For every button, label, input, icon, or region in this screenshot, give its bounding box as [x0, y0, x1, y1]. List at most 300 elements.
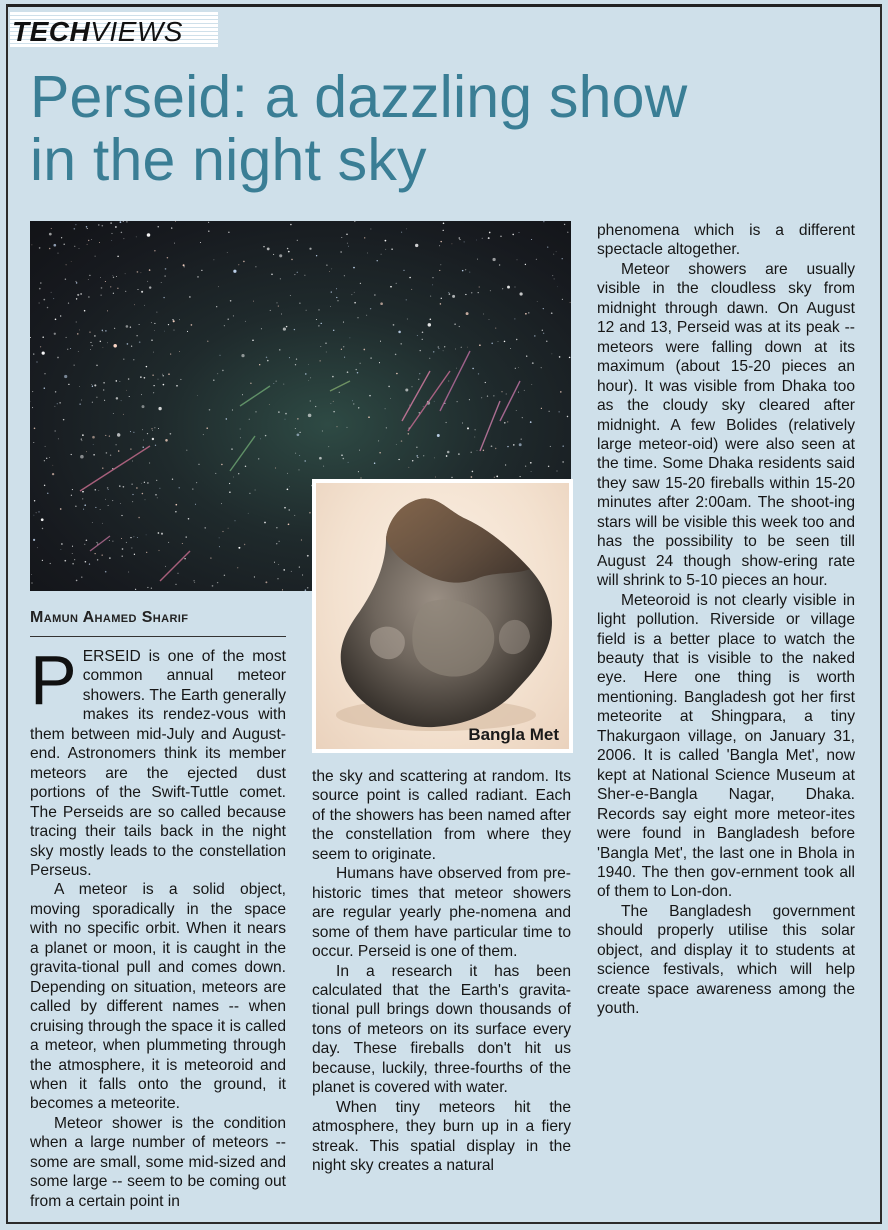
star	[97, 542, 98, 543]
star	[116, 397, 118, 399]
star	[161, 282, 162, 283]
star	[495, 328, 496, 329]
star	[124, 238, 125, 239]
meteorite-image	[316, 483, 569, 749]
star	[125, 291, 126, 292]
star	[113, 277, 114, 278]
star	[158, 407, 161, 410]
star	[173, 320, 175, 322]
star	[142, 429, 143, 430]
star	[40, 282, 42, 284]
star	[276, 381, 277, 382]
star	[71, 454, 72, 455]
star	[33, 442, 34, 443]
star	[105, 499, 106, 500]
star	[400, 343, 401, 344]
star	[162, 374, 163, 375]
star	[175, 504, 177, 506]
star	[61, 549, 62, 550]
star	[287, 488, 289, 490]
star	[91, 239, 92, 240]
meteor-streak	[230, 436, 255, 471]
star	[461, 347, 462, 348]
star	[343, 322, 344, 323]
star	[134, 554, 135, 555]
star	[196, 482, 197, 483]
star	[71, 495, 72, 496]
star	[120, 503, 121, 504]
star	[45, 446, 46, 447]
star	[100, 509, 101, 510]
star	[241, 354, 244, 357]
paragraph: Humans have observed from pre-historic times that meteor showers are regular yearly phe-nomena and some of them have particular time to occur. Perseid is one of them.	[312, 865, 571, 961]
meteor-streak	[480, 401, 500, 451]
star	[68, 303, 69, 304]
star	[353, 403, 354, 404]
star	[92, 522, 93, 523]
star	[378, 440, 379, 441]
star	[437, 434, 440, 437]
star	[138, 517, 140, 519]
star	[92, 436, 95, 439]
star	[123, 359, 124, 360]
star	[489, 319, 490, 320]
star	[433, 351, 434, 352]
star	[121, 232, 123, 234]
star	[557, 471, 558, 472]
star	[494, 477, 495, 478]
star	[151, 428, 152, 429]
star	[186, 536, 187, 537]
star	[130, 326, 131, 327]
star	[164, 275, 165, 276]
star	[84, 504, 86, 506]
star	[269, 404, 270, 405]
star	[117, 288, 118, 289]
star	[108, 489, 109, 490]
star	[80, 293, 81, 294]
star	[95, 553, 96, 554]
star	[519, 443, 522, 446]
star	[66, 337, 67, 338]
star	[305, 373, 306, 374]
star	[543, 333, 544, 334]
star	[525, 313, 527, 315]
photo-caption: Bangla Met	[468, 725, 559, 744]
star	[295, 428, 296, 429]
meteor-streak	[402, 371, 430, 421]
star	[142, 493, 144, 495]
star	[525, 466, 526, 467]
star	[510, 348, 511, 349]
star	[386, 427, 387, 428]
star	[39, 288, 41, 290]
star	[213, 379, 214, 380]
star	[57, 403, 58, 404]
star	[117, 433, 120, 436]
star	[432, 277, 433, 278]
star	[385, 240, 387, 242]
star	[309, 512, 311, 514]
star	[72, 489, 73, 490]
star	[323, 466, 324, 467]
star	[68, 384, 69, 385]
star	[333, 411, 335, 413]
star	[297, 272, 298, 273]
star	[569, 357, 571, 359]
star	[396, 444, 397, 445]
star	[531, 239, 532, 240]
star	[457, 401, 458, 402]
star	[277, 578, 278, 579]
star	[289, 509, 290, 510]
star	[75, 224, 76, 225]
star	[430, 319, 432, 321]
star	[66, 264, 67, 265]
star	[238, 473, 239, 474]
star	[141, 483, 142, 484]
star	[81, 576, 82, 577]
star	[132, 461, 133, 462]
star	[336, 426, 337, 427]
star	[189, 296, 190, 297]
star	[291, 571, 292, 572]
star	[307, 555, 309, 557]
star	[366, 315, 367, 316]
star	[412, 460, 413, 461]
star	[407, 318, 408, 319]
star	[315, 406, 316, 407]
star	[144, 377, 146, 379]
star	[167, 257, 168, 258]
star	[358, 407, 359, 408]
star	[164, 331, 165, 332]
star	[92, 402, 93, 403]
star	[41, 518, 44, 521]
star	[76, 298, 77, 299]
star	[83, 509, 84, 510]
star	[310, 400, 311, 401]
star	[287, 248, 289, 250]
star	[559, 411, 560, 412]
star	[550, 446, 551, 447]
star	[396, 373, 398, 375]
star	[447, 451, 450, 454]
star	[390, 286, 392, 288]
meteor-streak	[240, 386, 270, 406]
star	[316, 319, 317, 320]
paragraph: In a research it has been calculated that the Earth's gravita-tional pull brings down thousands of tons of meteors on its surface every day. These fireballs don't hit us because, luckily, three-fourths of the planet is covered with water.	[312, 962, 571, 1097]
star	[103, 389, 104, 390]
star	[526, 355, 527, 356]
star	[111, 240, 112, 241]
star	[113, 344, 117, 348]
star	[255, 266, 256, 267]
star	[72, 546, 73, 547]
star	[224, 575, 225, 576]
bottom-border-rule	[6, 1222, 882, 1224]
meteor-streak	[90, 536, 110, 551]
star	[290, 295, 291, 296]
star	[72, 553, 73, 554]
star	[123, 414, 124, 415]
star	[77, 294, 79, 296]
star	[341, 349, 342, 350]
star	[352, 294, 353, 295]
star	[249, 493, 250, 494]
star	[44, 460, 45, 461]
star	[191, 324, 193, 326]
star	[388, 386, 390, 388]
paragraph	[30, 641, 286, 880]
star	[284, 507, 286, 509]
star	[33, 539, 35, 541]
star	[462, 423, 463, 424]
star	[42, 560, 43, 561]
star	[151, 339, 152, 340]
star	[479, 286, 480, 287]
star	[434, 458, 435, 459]
star	[309, 248, 311, 250]
star	[151, 588, 152, 589]
star	[127, 343, 129, 345]
star	[54, 406, 55, 407]
star	[144, 305, 145, 306]
meteor-streak	[80, 446, 150, 491]
star	[204, 527, 205, 528]
star	[354, 302, 356, 304]
star	[265, 581, 267, 583]
star	[412, 386, 413, 387]
star	[212, 585, 214, 587]
star	[459, 239, 460, 240]
star	[259, 364, 260, 365]
star	[152, 430, 153, 431]
section-tag-bold: TECH	[12, 16, 91, 47]
star	[88, 279, 89, 280]
star	[507, 446, 508, 447]
dropcap: P	[30, 641, 77, 719]
star	[374, 463, 375, 464]
paragraph: phenomena which is a different spectacle altogether.	[597, 222, 855, 259]
star	[360, 363, 361, 364]
star	[305, 589, 307, 591]
meteor-streak	[408, 371, 450, 431]
star	[237, 567, 238, 568]
star	[329, 271, 330, 272]
star	[32, 407, 33, 408]
star	[342, 458, 344, 460]
star	[34, 500, 35, 501]
star	[44, 387, 45, 388]
star	[232, 410, 233, 411]
star	[76, 281, 77, 282]
star	[165, 439, 168, 442]
star	[215, 473, 216, 474]
star	[391, 248, 393, 250]
star	[500, 235, 502, 237]
star	[98, 224, 99, 225]
star	[380, 302, 383, 305]
star	[85, 561, 87, 563]
star	[47, 307, 49, 309]
star	[296, 358, 297, 359]
star	[434, 401, 435, 402]
star	[531, 384, 532, 385]
star	[142, 405, 145, 408]
star	[297, 418, 298, 419]
star	[549, 411, 550, 412]
star	[89, 563, 90, 564]
star	[294, 329, 295, 330]
star	[101, 287, 103, 289]
star	[109, 557, 110, 558]
star	[54, 333, 56, 335]
star	[438, 346, 440, 348]
star	[36, 512, 37, 513]
star	[249, 419, 250, 420]
star	[84, 310, 86, 312]
star	[119, 485, 120, 486]
star	[159, 488, 160, 489]
section-tag	[10, 12, 218, 48]
star	[304, 275, 305, 276]
paragraph: When tiny meteors hit the atmosphere, they burn up in a fiery streak. This spatial display in the night sky creates a natural	[312, 1098, 571, 1175]
star	[217, 582, 218, 583]
star	[53, 298, 54, 299]
star	[276, 543, 277, 544]
star	[200, 242, 201, 243]
star	[289, 486, 290, 487]
star	[51, 228, 52, 229]
star	[245, 466, 246, 467]
star	[406, 229, 407, 230]
star	[356, 369, 357, 370]
star	[116, 380, 118, 382]
star	[49, 248, 51, 250]
star	[175, 511, 176, 512]
meteorite-photo	[312, 479, 573, 753]
star	[562, 461, 563, 462]
star	[471, 476, 473, 478]
star	[273, 254, 274, 255]
star	[455, 349, 456, 350]
star	[192, 488, 193, 489]
star	[227, 318, 228, 319]
star	[333, 401, 334, 402]
star	[283, 384, 284, 385]
star	[137, 289, 138, 290]
star	[92, 386, 93, 387]
star	[332, 376, 334, 378]
star	[34, 428, 36, 430]
star	[278, 411, 279, 412]
star	[140, 376, 141, 377]
star	[128, 572, 129, 573]
star	[210, 557, 211, 558]
paragraph: the sky and scattering at random. Its source point is called radiant. Each of the showers has been named after the constellation from where they seem to originate.	[312, 768, 571, 863]
star	[165, 268, 167, 270]
star	[360, 283, 361, 284]
star	[93, 444, 94, 445]
star	[266, 357, 267, 358]
star	[74, 228, 76, 230]
star	[229, 483, 230, 484]
star	[113, 413, 114, 414]
star	[113, 293, 114, 294]
star	[452, 295, 455, 298]
star	[294, 515, 295, 516]
star	[469, 272, 470, 273]
star	[357, 372, 358, 373]
star	[465, 269, 466, 270]
star	[242, 394, 243, 395]
star	[385, 249, 386, 250]
star	[422, 339, 423, 340]
star	[481, 397, 482, 398]
star	[264, 522, 266, 524]
star	[101, 554, 103, 556]
star	[31, 574, 32, 575]
star	[82, 434, 84, 436]
star	[353, 267, 355, 269]
star	[501, 391, 502, 392]
star	[51, 292, 52, 293]
star	[363, 349, 365, 351]
star	[443, 350, 444, 351]
star	[562, 299, 563, 300]
star	[552, 275, 553, 276]
star	[279, 349, 280, 350]
byline-rule	[30, 636, 286, 637]
star	[60, 508, 62, 510]
star	[294, 274, 295, 275]
star	[282, 589, 283, 590]
star	[55, 318, 57, 320]
headline-line-1: Perseid: a dazzling show	[30, 64, 688, 130]
star	[326, 264, 328, 266]
star	[95, 489, 97, 491]
star	[139, 341, 141, 343]
star	[184, 558, 185, 559]
star	[95, 507, 96, 508]
star	[459, 237, 461, 239]
star	[438, 348, 439, 349]
star	[562, 445, 564, 447]
star	[136, 237, 137, 238]
star	[271, 274, 273, 276]
star	[532, 362, 534, 364]
star	[379, 362, 380, 363]
star	[163, 375, 164, 376]
star	[149, 286, 151, 288]
star	[507, 286, 510, 289]
star	[297, 240, 298, 241]
star	[91, 384, 92, 385]
star	[134, 536, 135, 537]
star	[157, 498, 158, 499]
star	[258, 458, 259, 459]
star	[252, 339, 254, 341]
star	[439, 245, 440, 246]
star	[228, 528, 229, 529]
star	[289, 357, 290, 358]
star	[222, 531, 223, 532]
star	[155, 494, 157, 496]
star	[367, 253, 368, 254]
star	[126, 325, 129, 328]
star	[496, 476, 498, 478]
